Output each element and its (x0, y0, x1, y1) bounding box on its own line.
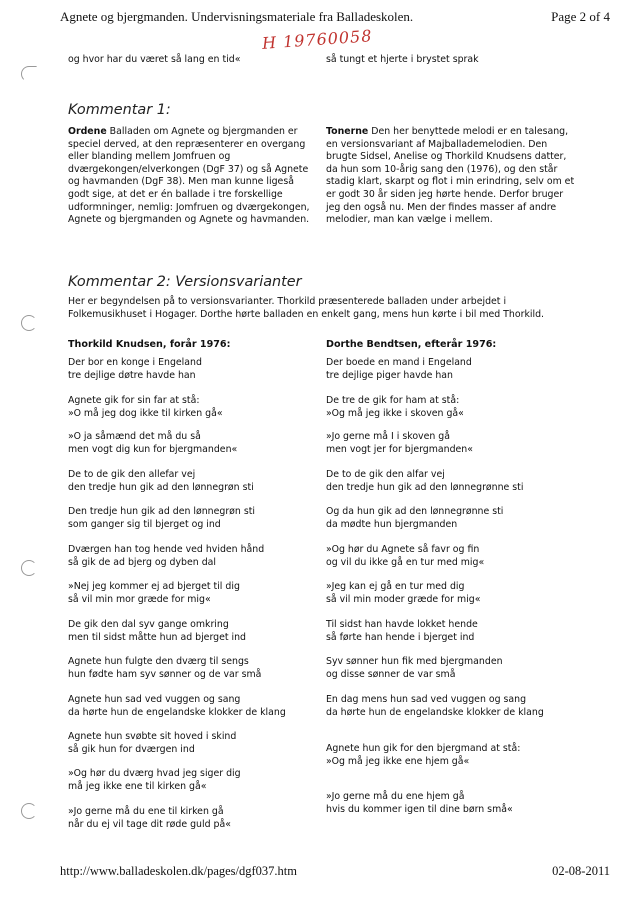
left-stanza: Dværgen han tog hende ved hviden hånd så gik de ad bjerg og dyben dal (68, 544, 265, 568)
right-stanza: En dag mens hun sad ved vuggen og sang da hørte hun de engelandske klokker de klang (326, 694, 544, 718)
binder-hole (21, 803, 37, 819)
tonerne-lead: Tonerne (326, 126, 369, 137)
top-line-right: så tungt et hjerte i brystet sprak (326, 54, 479, 65)
binder-hole (21, 560, 37, 576)
left-stanza: De to de gik den allefar vej den tredje hun gik ad den lønnegrøn sti (68, 469, 254, 493)
page-number: Page 2 of 4 (551, 9, 610, 24)
right-stanza: »Jo gerne må du ene hjem gå hvis du kommer igen til dine børn små« (326, 791, 513, 815)
ordene-text: Balladen om Agnete og bjergmanden er speciel derved, at den repræsenterer en overgang eller blanding mellem Jomfruen og dværgekongen/elverkongen (DgF 37) og så Agnete og havmanden (DgF 38). Men man kunne ligeså godt sige, at det er én ballade i tre forskellige udformninger, nemlig: Jomfruen og dværgekongen, Agnete og bjergmanden og Agnete og havmanden. (68, 126, 310, 226)
left-stanza: Der bor en konge i Engeland tre dejlige døtre havde han (68, 357, 202, 381)
ordene-lead: Ordene (68, 126, 107, 137)
left-stanza: De gik den dal syv gange omkring men til sidst måtte hun ad bjerget ind (68, 619, 247, 643)
right-stanza: »Jo gerne må I i skoven gå men vogt jer for bjergmanden« (326, 431, 473, 455)
right-stanza: Syv sønner hun fik med bjergmanden og disse sønner de var små (326, 656, 503, 680)
footer-date: 02-08-2011 (552, 864, 610, 878)
left-stanza: »Og hør du dværg hvad jeg siger dig må jeg ikke ene til kirken gå« (68, 768, 241, 792)
footer-url: http://www.balladeskolen.dk/pages/dgf037.htm (60, 864, 297, 878)
kommentar2-heading: Kommentar 2: Versionsvarianter (68, 274, 302, 290)
right-stanza: De to de gik den alfar vej den tredje hun gik ad den lønnegrønne sti (326, 469, 524, 493)
tonerne-text: Den her benyttede melodi er en talesang, en versionsvariant af Majballademelodien. Den brugte Sidsel, Anelise og Thorkild Knudsens datter, da hun som 10-årig sang den (1976), og den står stadig klart, skarpt og flot i min erindring, selv om et er godt 30 år siden jeg hørte hende. Derfor bruger jeg den også nu. Men der findes masser af andre melodier, man kan vælge i mellem. (326, 126, 575, 226)
right-stanza: Der boede en mand i Engeland tre dejlige piger havde han (326, 357, 472, 381)
left-stanza: Agnete hun sad ved vuggen og sang da hørte hun de engelandske klokker de klang (68, 694, 286, 718)
left-stanza: »Nej jeg kommer ej ad bjerget til dig så vil min mor græde for mig« (68, 581, 240, 605)
left-stanza: Agnete gik for sin far at stå: »O må jeg dog ikke til kirken gå« (68, 395, 223, 419)
left-stanza: Agnete hun fulgte den dværg til sengs hun fødte ham syv sønner og de var små (68, 656, 262, 680)
handwritten-archive-number: H 19760058 (261, 26, 374, 53)
right-stanza: »Og hør du Agnete så favr og fin og vil du ikke gå en tur med mig« (326, 544, 485, 568)
left-stanza: Agnete hun svøbte sit hoved i skind så gik hun for dværgen ind (68, 731, 237, 755)
binder-hole-top (21, 66, 37, 82)
left-stanza: »Jo gerne må du ene til kirken gå når du ej vil tage dit røde guld på« (68, 806, 231, 830)
kommentar1-heading: Kommentar 1: (68, 102, 171, 118)
top-line-left: og hvor har du været så lang en tid« (68, 54, 241, 65)
right-stanza: Og da hun gik ad den lønnegrønne sti da mødte hun bjergmanden (326, 506, 504, 530)
left-version-title: Thorkild Knudsen, forår 1976: (68, 339, 231, 350)
kommentar1-ordene (68, 126, 318, 227)
binder-hole (21, 315, 37, 331)
right-stanza: Til sidst han havde lokket hende så førte han hende i bjerget ind (326, 619, 478, 643)
right-stanza: De tre de gik for ham at stå: »Og må jeg ikke i skoven gå« (326, 395, 464, 419)
right-stanza: Agnete hun gik for den bjergmand at stå: »Og må jeg ikke ene hjem gå« (326, 743, 521, 767)
right-version-title: Dorthe Bendtsen, efterår 1976: (326, 339, 497, 350)
left-stanza: Den tredje hun gik ad den lønnegrøn sti som ganger sig til bjerget og ind (68, 506, 256, 530)
left-stanza: »O ja såmænd det må du så men vogt dig kun for bjergmanden« (68, 431, 238, 455)
kommentar2-intro: Her er begyndelsen på to versionsvarianter. Thorkild præsenterede balladen under arbejdet i Folkemusikhuset i Hogager. Dorthe hørte balladen en enkelt gang, mens hun kørte i bil med Thorkild. (68, 296, 545, 320)
header-title: Agnete og bjergmanden. Undervisningsmateriale fra Balladeskolen. (60, 9, 414, 24)
kommentar1-tonerne (326, 126, 576, 227)
right-stanza: »Jeg kan ej gå en tur med dig så vil min moder græde for mig« (326, 581, 481, 605)
